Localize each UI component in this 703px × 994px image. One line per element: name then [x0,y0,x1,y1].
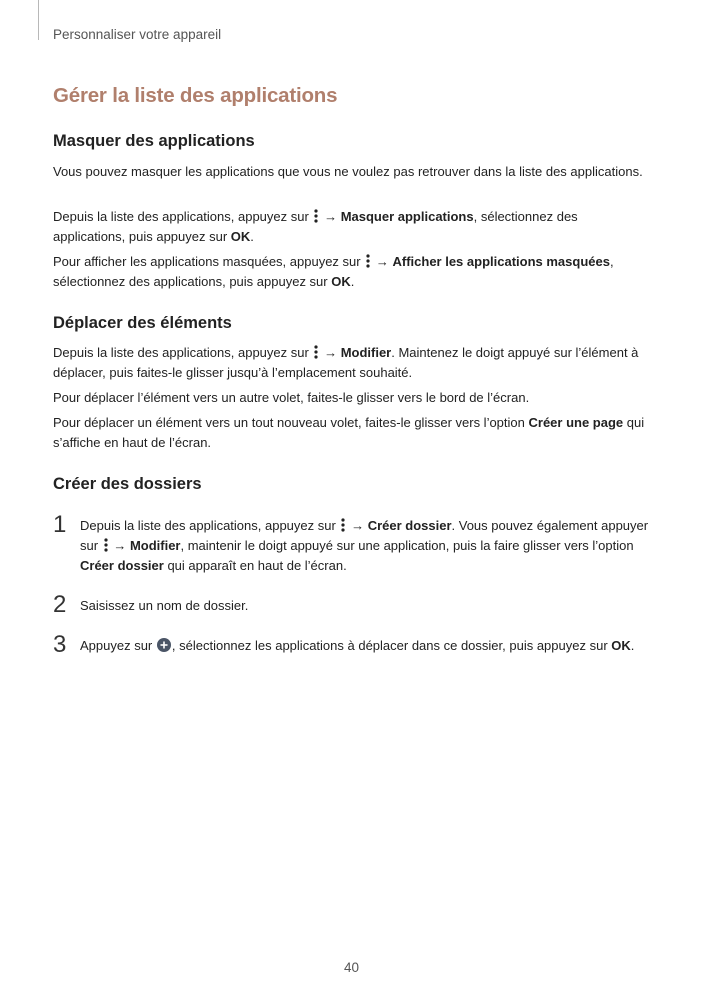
masquer-paragraph-1: Vous pouvez masquer les applications que vous ne voulez pas retrouver dans la liste des applications. [53,164,643,179]
deplacer-paragraph-3: Pour déplacer un élément vers un tout nouveau volet, faites-le glisser vers l’option Créer une page qui s’affiche en haut de l’écran. [53,415,645,450]
more-options-icon [313,345,319,359]
header-rule [38,0,39,40]
step-text-2: Saisissez un nom de dossier. [80,598,249,613]
section-header: Personnaliser votre appareil [53,27,222,42]
more-options-icon [365,254,371,268]
step-number-2: 2 [53,591,67,618]
masquer-paragraph-2: Depuis la liste des applications, appuyez sur → Masquer applications, sélectionnez des applications, puis appuyez sur OK. [53,209,578,244]
step-text-1: Depuis la liste des applications, appuyez sur → Créer dossier. Vous pouvez également appuyer sur → Modifier, maintenir le doigt appuyé sur une application, puis la faire glisser vers l’option Créer dossier qui apparaît en haut de l’écran. [80,518,649,573]
heading-deplacer: Déplacer des éléments [53,314,232,332]
page-number: 40 [343,960,360,975]
deplacer-paragraph-2: Pour déplacer l’élément vers un autre volet, faites-le glisser vers le bord de l’écran. [53,390,530,405]
heading-dossiers: Créer des dossiers [53,475,202,493]
masquer-paragraph-3: Pour afficher les applications masquées, appuyez sur → Afficher les applications masquées, sélectionnez des applications, puis appuyez sur OK. [53,254,614,289]
add-circle-icon [157,638,171,652]
more-options-icon [313,209,319,223]
page-title: Gérer la liste des applications [53,84,338,107]
step-number-1: 1 [53,511,67,538]
deplacer-paragraph-1: Depuis la liste des applications, appuyez sur → Modifier. Maintenez le doigt appuyé sur l’élément à déplacer, puis faites-le glisser jusqu’à l’emplacement souhaité. [53,345,639,380]
step-number-3: 3 [53,631,67,658]
more-options-icon [103,538,109,552]
step-text-3: Appuyez sur , sélectionnez les applications à déplacer dans ce dossier, puis appuyez sur OK. [80,638,635,653]
heading-masquer: Masquer des applications [53,132,255,150]
more-options-icon [340,518,346,532]
